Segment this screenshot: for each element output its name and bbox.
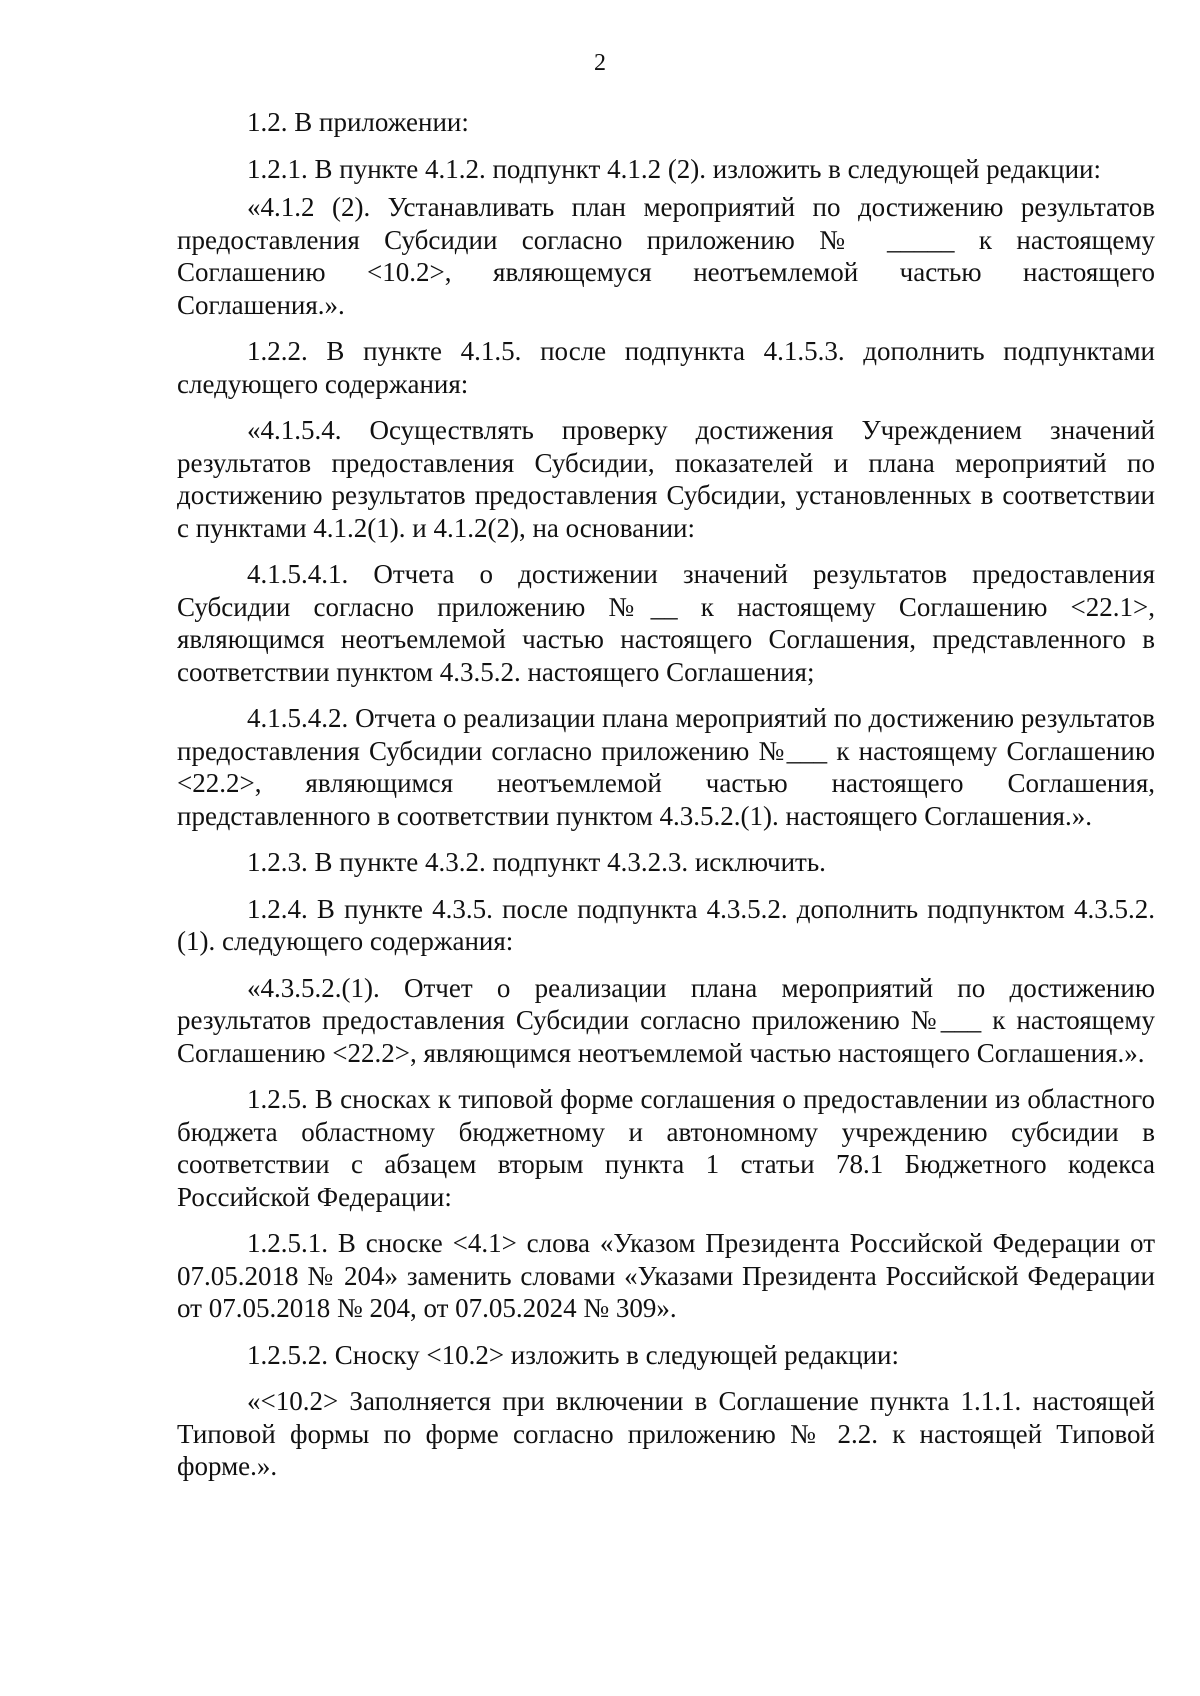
- paragraph-1-2-3: 1.2.3. В пункте 4.3.2. подпункт 4.3.2.3. исключить.: [247, 847, 826, 877]
- paragraph-1-2: 1.2. В приложении:: [247, 107, 469, 137]
- paragraph-footnote-10-2-quote: «<10.2> Заполняется при включении в Соглашение пункта 1.1.1. настоящей Типовой формы по форме согласно приложению № 2.2. к настоящей Типовой форме.».: [177, 1386, 1155, 1481]
- paragraph-4-1-5-4-quote: «4.1.5.4. Осуществлять проверку достижения Учреждением значений результатов предоставления Субсидии, показателей и плана мероприятий по достижению результатов предоставления Субсидии, установленных в соответствии с пунктами 4.1.2(1). и 4.1.2(2), на основании:: [177, 415, 1155, 543]
- paragraph-1-2-1: 1.2.1. В пункте 4.1.2. подпункт 4.1.2 (2). изложить в следующей редакции:: [247, 153, 1101, 184]
- paragraph-1-2-4: 1.2.4. В пункте 4.3.5. после подпункта 4.3.5.2. дополнить подпунктом 4.3.5.2.(1). следующего содержания:: [177, 893, 1155, 956]
- document-body: [177, 106, 1155, 1489]
- paragraph-1-2-5-1: 1.2.5.1. В сноске <4.1> слова «Указом Президента Российской Федерации от 07.05.2018 № 204» заменить словами «Указами Президента Российской Федерации от 07.05.2018 № 204, от 07.05.2024 № 309».: [177, 1228, 1155, 1323]
- paragraph-1-2-2: 1.2.2. В пункте 4.1.5. после подпункта 4.1.5.3. дополнить подпунктами следующего содержания:: [177, 336, 1155, 399]
- paragraph-4-1-5-4-2: 4.1.5.4.2. Отчета о реализации плана мероприятий по достижению результатов предоставления Субсидии согласно приложению №___ к настоящему Соглашению <22.2>, являющимся неотъемлемой частью настоящего Соглашения, представленного в соответствии пунктом 4.3.5.2.(1). настоящего Соглашения.».: [177, 703, 1155, 831]
- paragraph-4-1-2-2-quote: «4.1.2 (2). Устанавливать план мероприятий по достижению результатов предоставления Субсидии согласно приложению № _____ к настоящему Соглашению <10.2>, являющемуся неотъемлемой частью настоящего Соглашения.».: [177, 192, 1155, 320]
- paragraph-1-2-5: 1.2.5. В сносках к типовой форме соглашения о предоставлении из областного бюджета областному бюджетному и автономному учреждению субсидии в соответствии с абзацем вторым пункта 1 статьи 78.1 Бюджетного кодекса Российской Федерации:: [177, 1084, 1155, 1212]
- paragraph-4-1-5-4-1: 4.1.5.4.1. Отчета о достижении значений результатов предоставления Субсидии согласно приложению №__ к настоящему Соглашению <22.1>, являющимся неотъемлемой частью настоящего Соглашения, представленного в соответствии пунктом 4.3.5.2. настоящего Соглашения;: [177, 559, 1155, 687]
- paragraph-1-2-5-2: 1.2.5.2. Сноску <10.2> изложить в следующей редакции:: [247, 1339, 899, 1370]
- paragraph-4-3-5-2-1-quote: «4.3.5.2.(1). Отчет о реализации плана мероприятий по достижению результатов предоставления Субсидии согласно приложению №___ к настоящему Соглашению <22.2>, являющимся неотъемлемой частью настоящего Соглашения.».: [177, 972, 1155, 1068]
- page-number: 2: [594, 50, 606, 76]
